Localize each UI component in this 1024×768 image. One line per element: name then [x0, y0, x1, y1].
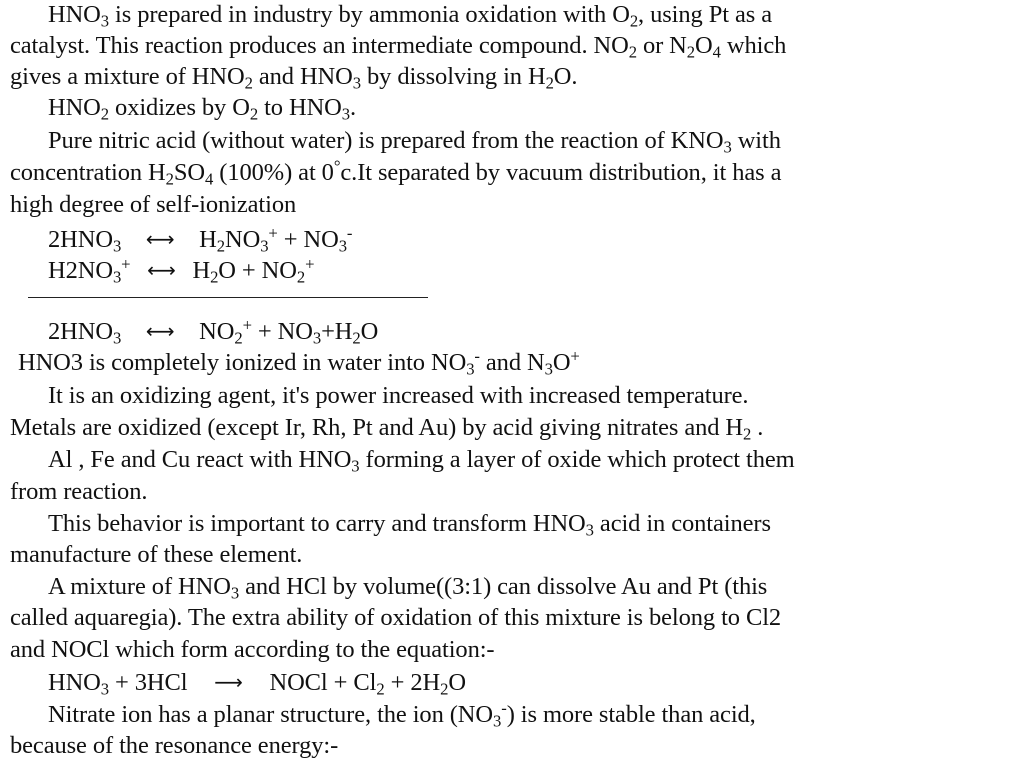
equation-line: $2HNO_3$ ⟷ $H_2NO_3^+ + NO_3^-$: [48, 223, 353, 256]
paragraph-line: gives a mixture of $HNO_2$ and $HNO_3$ by dissolving in $H_2O$.: [10, 63, 578, 93]
equation-line: $2HNO_3$ ⟷ $NO_2^+ + NO_3+H_2O$: [48, 315, 379, 348]
paragraph-line: called aquaregia). The extra ability of oxidation of this mixture is belong to Cl2: [10, 604, 782, 631]
equilibrium-arrow-icon: ⟷: [145, 319, 175, 343]
paragraph-line: A mixture of $HNO_3$ and HCl by volume((3:1) can dissolve Au and Pt (this: [48, 573, 768, 603]
paragraph-line: high degree of self-ionization: [10, 191, 297, 218]
paragraph-line: Al , Fe and Cu react with $HNO_3$ forming a layer of oxide which protect them: [48, 446, 795, 476]
paragraph-line: It is an oxidizing agent, it's power increased with increased temperature.: [48, 382, 749, 409]
paragraph-line: Nitrate ion has a planar structure, the ion $(NO_3^-)$ is more stable than acid,: [48, 698, 756, 731]
paragraph-line: from reaction.: [10, 478, 148, 505]
equation-line: $H2NO_3^+$ ⟷ $H_2O + NO_2^+$: [48, 254, 315, 287]
paragraph-line: manufacture of these element.: [10, 541, 303, 568]
paragraph-line: Metals are oxidized (except Ir, Rh, Pt and Au) by acid giving nitrates and $H_2$ .: [10, 414, 764, 444]
equilibrium-arrow-icon: ⟷: [145, 227, 175, 251]
paragraph-line: $HNO_2$ oxidizes by $O_2$ to $HNO_3$.: [48, 94, 357, 124]
paragraph-line: Pure nitric acid (without water) is prepared from the reaction of $KNO_3$ with: [48, 127, 781, 157]
paragraph-line: HNO3 is completely ionized in water into $NO_3^-$ and $N_3O^+$: [18, 346, 580, 379]
equation-line: $HNO_3 + 3HCl$ ⟶ NOCl + $Cl_2 + 2H_2O$: [48, 669, 466, 699]
paragraph-line: This behavior is important to carry and transform $HNO_3$ acid in containers: [48, 510, 771, 540]
equilibrium-arrow-icon: ⟷: [147, 258, 176, 282]
reaction-arrow-icon: ⟶: [214, 670, 243, 694]
paragraph-line: concentration $H_2SO_4$ (100%) at 0°c.It separated by vacuum distribution, it has a: [10, 156, 782, 189]
sum-divider-line: [28, 297, 428, 298]
paragraph-line: and NOCl which form according to the equation:-: [10, 636, 495, 663]
paragraph-line: because of the resonance energy:-: [10, 732, 339, 759]
paragraph-line: $HNO_3$ is prepared in industry by ammonia oxidation with $O_2$, using Pt as a: [48, 1, 772, 31]
paragraph-line: catalyst. This reaction produces an intermediate compound. $NO_2$ or $N_2O_4$ which: [10, 32, 787, 62]
